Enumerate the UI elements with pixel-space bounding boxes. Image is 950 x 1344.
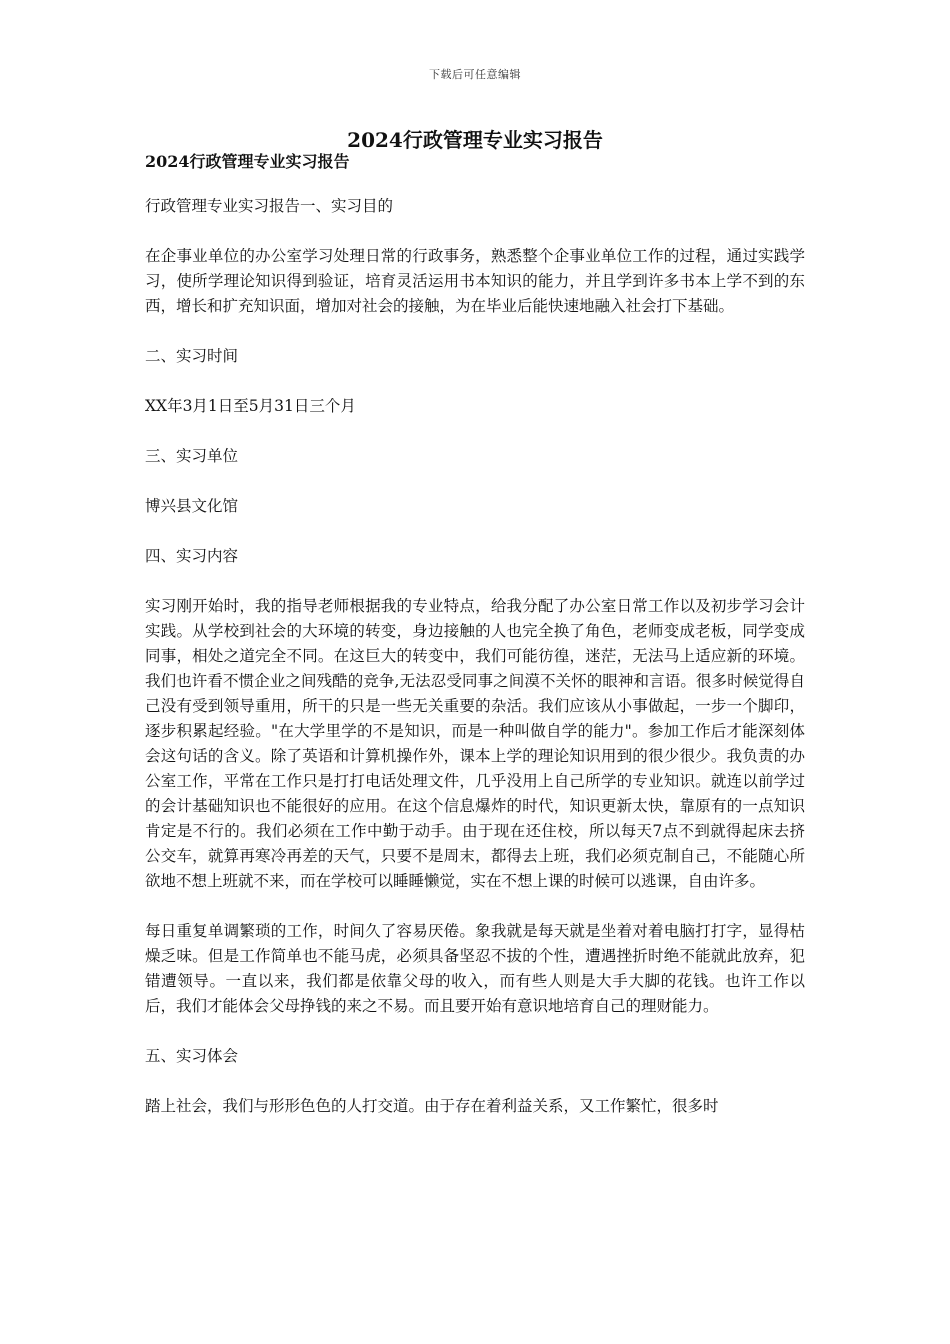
section-heading-unit: 三、实习单位	[145, 447, 239, 465]
document-body	[145, 150, 805, 1119]
section-heading-content: 四、实习内容	[145, 547, 239, 565]
purpose-paragraph: 在企事业单位的办公室学习处理日常的行政事务，熟悉整个企事业单位工作的过程，通过实践学习，使所学理论知识得到验证，培育灵活运用书本知识的能力，并且学到许多书本上学不到的东西，增长和扩充知识面，增加对社会的接触，为在毕业后能快速地融入社会打下基础。	[145, 247, 805, 315]
intro-heading: 行政管理专业实习报告一、实习目的	[145, 197, 394, 215]
experience-paragraph: 踏上社会，我们与形形色色的人打交道。由于存在着利益关系，又工作繁忙，很多时	[145, 1097, 719, 1115]
section-heading-time: 二、实习时间	[145, 347, 239, 365]
section-heading-experience: 五、实习体会	[145, 1047, 239, 1065]
content-paragraph-2: 每日重复单调繁琐的工作，时间久了容易厌倦。象我就是每天就是坐着对着电脑打打字，显得枯燥乏味。但是工作简单也不能马虎，必须具备坚忍不拔的个性，遭遇挫折时绝不能就此放弃，犯错遭领导。一直以来，我们都是依靠父母的收入，而有些人则是大手大脚的花钱。也许工作以后，我们才能体会父母挣钱的来之不易。而且要开始有意识地培育自己的理财能力。	[145, 922, 805, 1015]
content-paragraph: 实习刚开始时，我的指导老师根据我的专业特点，给我分配了办公室日常工作以及初步学习会计实践。从学校到社会的大环境的转变，身边接触的人也完全换了角色，老师变成老板，同学变成同事，相处之道完全不同。在这巨大的转变中，我们可能彷徨，迷茫，无法马上适应新的环境。我们也许看不惯企业之间残酷的竞争,无法忍受同事之间漠不关怀的眼神和言语。很多时候觉得自己没有受到领导重用，所干的只是一些无关重要的杂活。我们应该从小事做起，一步一个脚印，逐步积累起经验。"在大学里学的不是知识，而是一种叫做自学的能力"。参加工作后才能深刻体会这句话的含义。除了英语和计算机操作外，课本上学的理论知识用到的很少很少。我负责的办公室工作，平常在工作只是打打电话处理文件，几乎没用上自己所学的专业知识。就连以前学过的会计基础知识也不能很好的应用。在这个信息爆炸的时代，知识更新太快，靠原有的一点知识肯定是不行的。我们必须在工作中勤于动手。由于现在还住校，所以每天7点不到就得起床去挤公交车，就算再寒冷再差的天气，只要不是周末，都得去上班，我们必须克制自己，不能随心所欲地不想上班就不来，而在学校可以睡睡懒觉，实在不想上课的时候可以逃课，自由许多。	[145, 597, 805, 890]
unit-paragraph: 博兴县文化馆	[145, 497, 239, 515]
document-title: 2024行政管理专业实习报告	[347, 128, 603, 152]
document-subtitle: 2024行政管理专业实习报告	[145, 152, 350, 171]
time-paragraph: XX年3月1日至5月31日三个月	[145, 397, 356, 415]
page-header-note: 下载后可任意编辑	[429, 68, 521, 81]
